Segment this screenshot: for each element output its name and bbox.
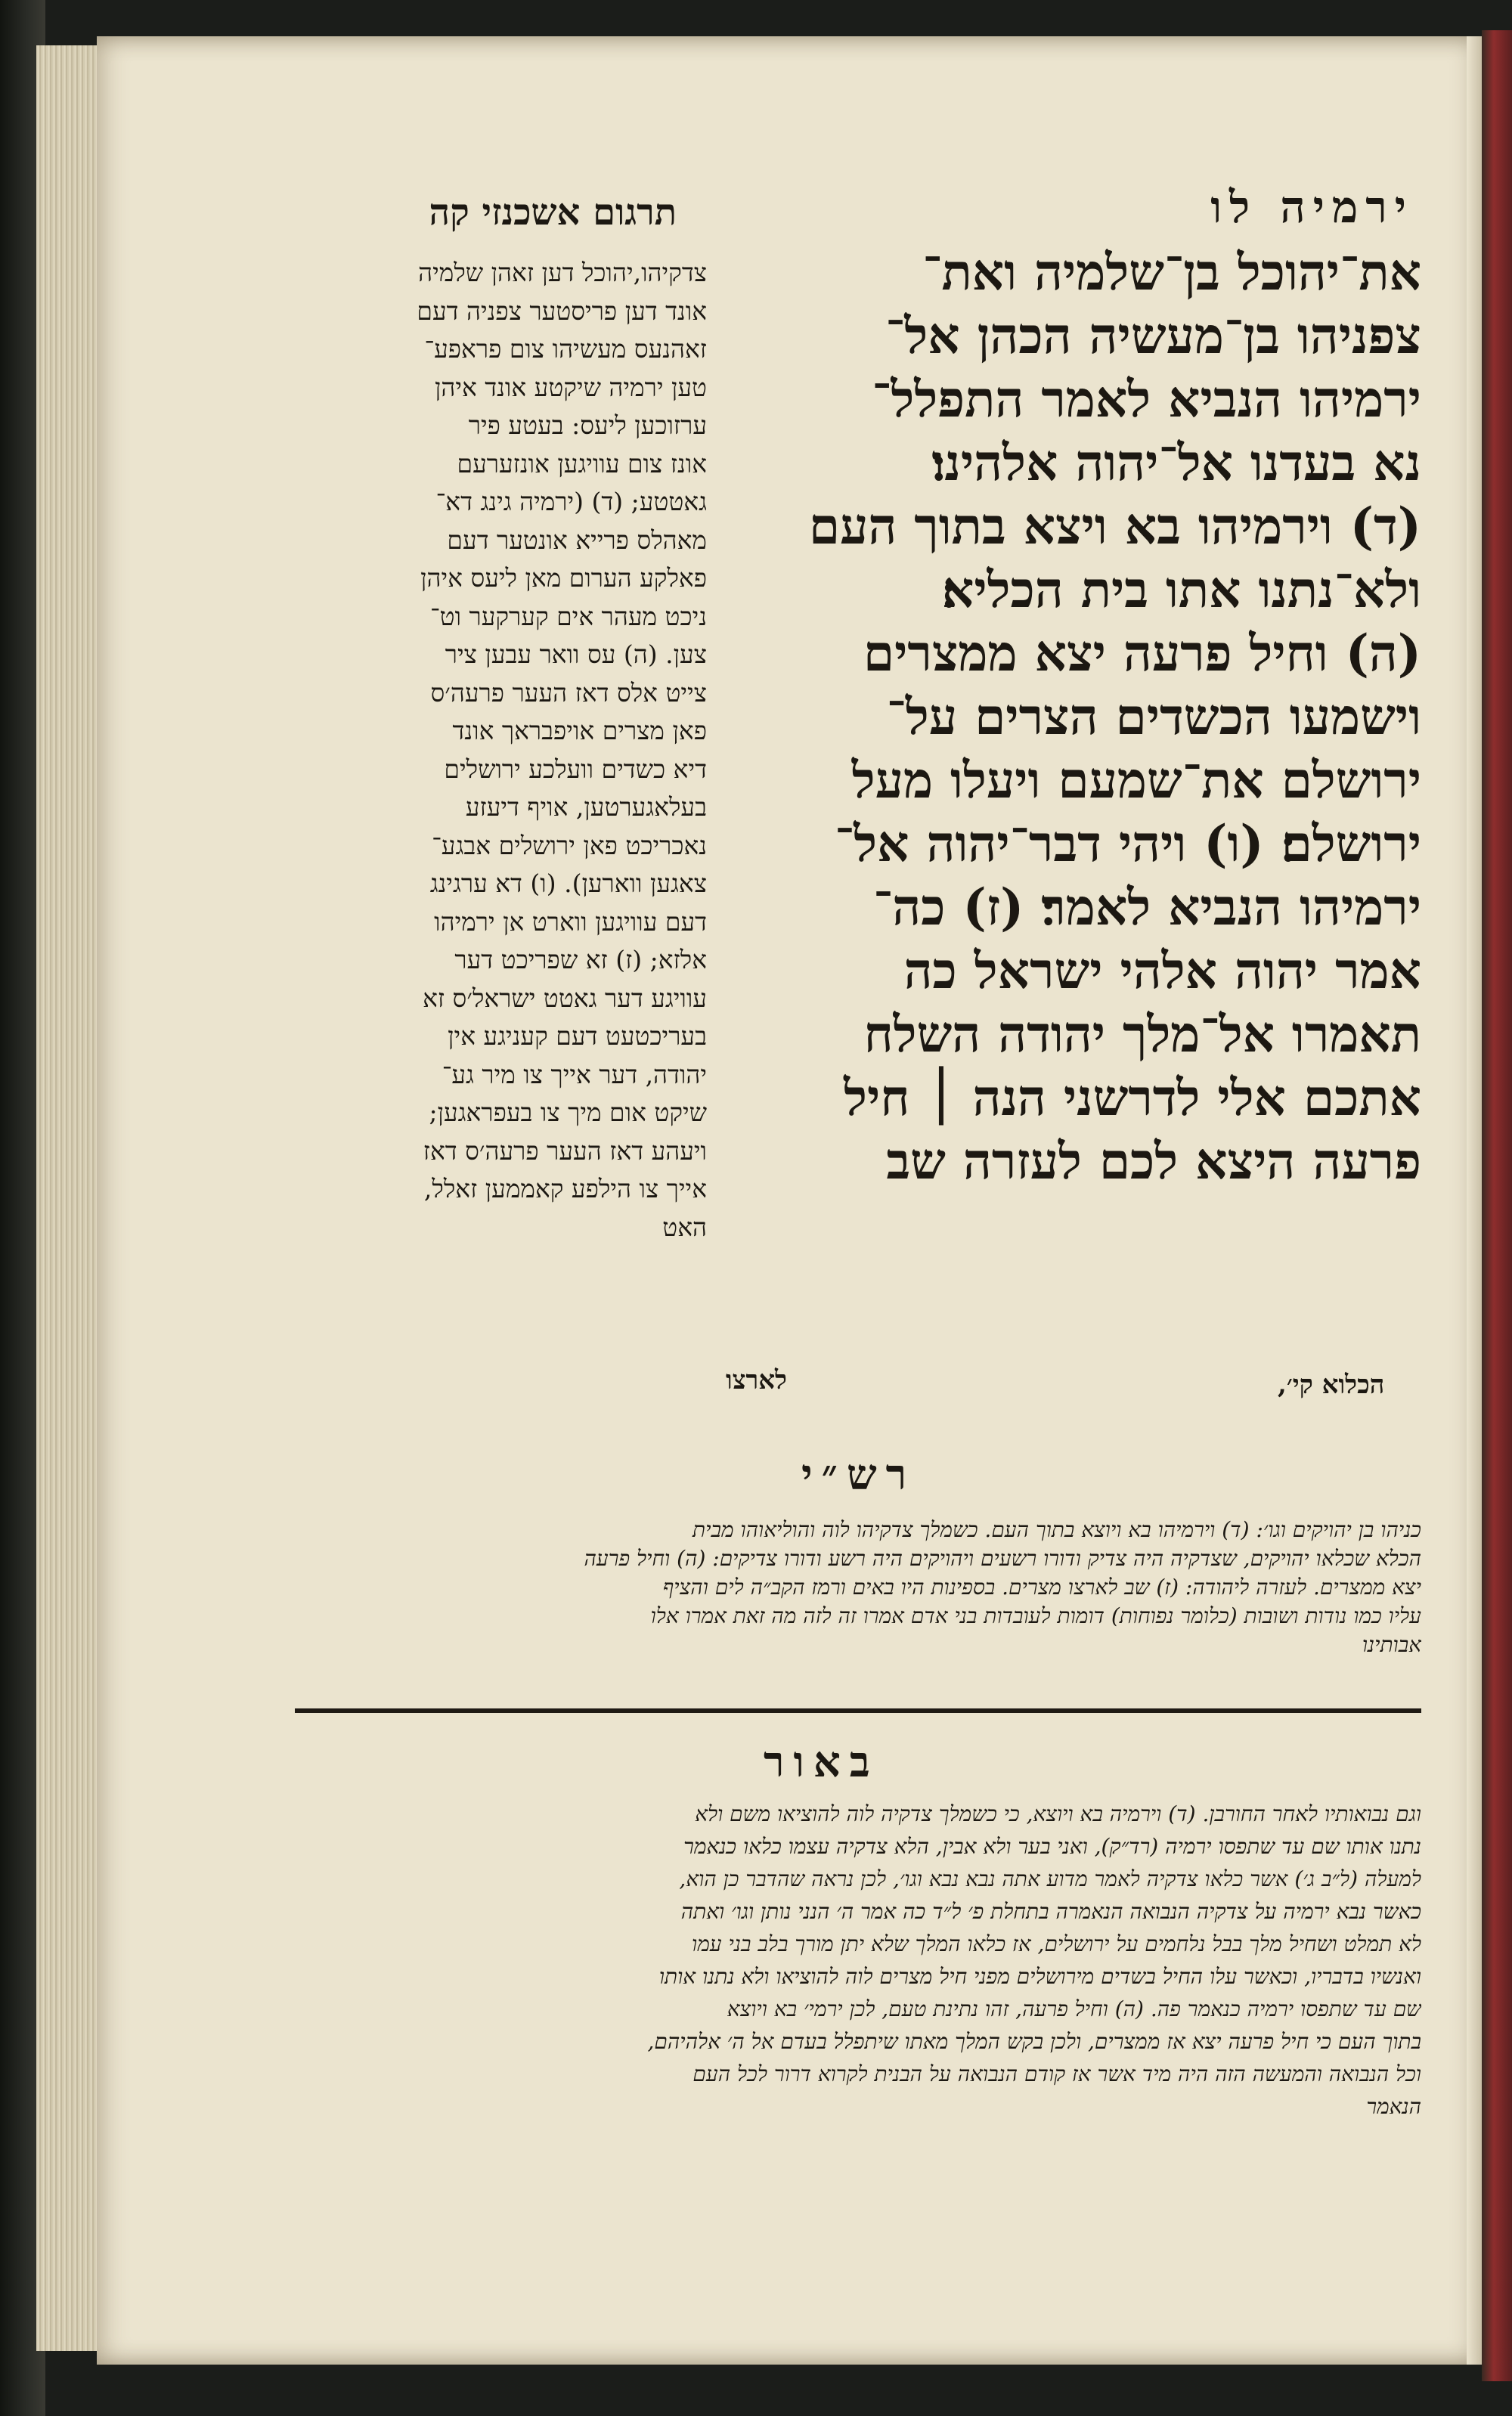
rashi-line: כניהו בן יהויקים וגו׳: (ד) וירמיהו בא ויוצא בתוך העם. כשמלך צדקיהו לוה והוליאוהו מבית — [692, 1517, 1421, 1542]
biur-line: וכל הנבואה והמעשה הזה היה מיד אשר אז קודם הנבואה על הבנית לקרוא דרור לכל העם — [692, 2061, 1421, 2086]
main-text-line: אתכם אלי לדרשני הנה ׀ חיל — [844, 1068, 1421, 1127]
translation-line: גאטטע; (ד) (ירמיה גינג דא־ — [435, 487, 707, 516]
translation-line: אלזא; (ז) זא שפריכט דער — [454, 945, 707, 974]
translation-line: פאן מצרים אויפבראך אונד — [452, 716, 707, 745]
main-text-line: ירושלם׃ (ו) ויהי דבר־יהוה אל־ — [835, 814, 1421, 873]
page-edges — [36, 45, 103, 2351]
translation-line: צדקיהו,יהוכל דען זאהן שלמיה — [418, 258, 707, 287]
biur-line: וגם נבואותיו לאחר החורבן. (ד) וירמיה בא ויוצא, כי כשמלך צדקיה לוה להוציאו משם ולא — [695, 1801, 1421, 1826]
rashi-header: רש״י — [801, 1450, 916, 1500]
translation-line: מאהלס פרייא אונטער דעם — [447, 525, 707, 555]
main-text-line: ירושלם את־שמעם ויעלו מעל — [851, 751, 1421, 810]
catchword-left: הכלוא קי׳, — [1278, 1370, 1385, 1400]
translation-line: עוויגע דער גאטט ישראל׳ס זא — [423, 983, 707, 1013]
catchword-right: לארצו — [726, 1365, 787, 1395]
biur-line: נתנו אותו שם עד שתפסו ירמיה (רד״ק), ואני בער ולא אבין, הלא צדקיה עצמו כלאו כנאמר — [683, 1834, 1421, 1859]
main-text-line: ולא־נתנו אתו בית הכליא׃ — [941, 560, 1421, 619]
main-text-line: (ה) וחיל פרעה יצא ממצרים — [863, 624, 1421, 683]
rashi-commentary — [295, 1516, 1421, 1659]
main-text-line: תאמרו אל־מלך יהודה השלח — [863, 1005, 1421, 1064]
rashi-line: אבותינו — [1362, 1632, 1421, 1657]
translation-line: האט — [662, 1212, 707, 1242]
translation-line: נאכריכט פאן ירושלים אבגע־ — [432, 830, 707, 860]
main-text-line: ירמיהו הנביא לאמר התפלל־ — [872, 370, 1421, 429]
biur-header: באור — [764, 1737, 879, 1787]
main-text-line: (ד) וירמיהו בא ויצא בתוך העם — [808, 497, 1421, 556]
translation-line: ניכט מעהר אים קערקער וט־ — [430, 601, 707, 631]
biur-line: למעלה (ל״ב ג׳) אשר כלאו צדקיה לאמר מדוע אתה נבא נבא וגו׳, לכן נראה שהדבר כן הוא, — [679, 1866, 1421, 1891]
translation-line: דיא כשדים וועלכע ירושלים — [444, 754, 707, 784]
translation-line: בעלאגערטען, אויף דיעזע — [465, 792, 707, 822]
translation-line: בעריכטעט דעם קעניגע אין — [448, 1021, 707, 1051]
translation-line: פאלקע הערום מאן ליעס איהן — [420, 563, 707, 593]
translation-line: דעם עוויגען ווארט אן ירמיהו — [434, 906, 707, 937]
translation-line: אונד דען פריסטער צפניה דעם — [417, 296, 707, 326]
translation-line: אונז צום עוויגען אונזערעם — [457, 448, 707, 479]
main-text-line: פרעה היצא לכם לעזרה שב — [886, 1132, 1421, 1191]
translation-line: צאגען ווארען). (ו) דא ערגינג — [429, 869, 707, 898]
main-text-line: את־יהוכל בן־שלמיה ואת־ — [922, 243, 1421, 302]
translation-line: צייט אלס דאז העער פרעה׳ס — [430, 677, 707, 708]
translation-line: צען. (ה) עס וואר עבען ציר — [445, 640, 707, 669]
rashi-line: עליו כמו נודות ושובות (כלומר נפוחות) דומות לעובדות בני אדם אמרו זה לזה מה זאת אמרו אלו — [650, 1603, 1421, 1628]
biur-commentary — [295, 1798, 1421, 2123]
main-text-line: אמר יהוה אלהי ישראל כה — [903, 941, 1421, 1000]
biur-line: בתוך העם כי חיל פרעה יצא אז ממצרים, ולכן בקש המלך מאתו שיתפלל בעדם אל ה׳ אלהיהם, — [647, 2029, 1421, 2054]
biur-line: לא תמלט ושחיל מלך בבל נלחמים על ירושלים, אז כלאו המלך שלא יתן מורך בלב בני עמו — [692, 1931, 1421, 1956]
section-divider — [295, 1708, 1421, 1713]
facing-page-edge — [1482, 30, 1512, 2381]
translation-text — [299, 254, 707, 1247]
biur-line: כאשר נבא ירמיה על צדקיה הנבואה הנאמרה בתחלת פ׳ ל״ד כה אמר ה׳ הנני נותן וגו׳ ואתה — [680, 1899, 1421, 1924]
main-text-line: צפניהו בן־מעשיה הכהן אל־ — [885, 306, 1421, 365]
biur-line: הנאמר — [1366, 2094, 1421, 2119]
main-text-line: וישמעו הכשדים הצרים על־ — [886, 687, 1421, 746]
rashi-line: יצא ממצרים. לעזרה ליהודה: (ז) שב לארצו מצרים. בספינות היו באים ורמז הקב״ה לים והציף — [662, 1575, 1421, 1600]
main-hebrew-text — [703, 240, 1421, 1193]
translation-line: זאהנעס מעשיהו צום פראפע־ — [424, 334, 707, 364]
translation-line: טען ירמיה שיקטע אונד איהן — [434, 372, 707, 402]
biur-line: ואנשיו בדבריו, וכאשר עלו החיל בשדים מירושלים מפני חיל מצרים לוה להוציאו ולא נתנו אותו — [658, 1964, 1421, 1989]
biur-line: שם עד שתפסו ירמיה כנאמר פה. (ה) וחיל פרעה, זהו נתינת טעם, לכן ירמי׳ בא ויוצא — [727, 1996, 1421, 2021]
main-text-header: ירמיה לו — [1210, 181, 1414, 233]
main-text-line: ירמיהו הנביא לאמר׃ (ז) כה־ — [873, 878, 1421, 937]
translation-line: ויעהע דאז העער פרעה׳ס דאז — [423, 1135, 707, 1166]
translation-header: תרגום אשכנזי קה — [429, 191, 677, 234]
rashi-line: הכלא שכלאו יהויקים, שצדקיה היה צדיק ודורו רשעים ויהויקים היה רשע ודורו צדיקים: (ה) וחיל פרעה — [584, 1546, 1421, 1571]
translation-line: יהודה, דער אייך צו מיר גע־ — [442, 1059, 707, 1089]
translation-line: שיקט אום מיך צו בעפראגען; — [429, 1098, 707, 1127]
translation-line: ערזוכען ליעס: בעטע פיר — [468, 410, 707, 440]
main-text-line: נא בעדנו אל־יהוה אלהינו׃ — [931, 433, 1421, 492]
translation-line: אייך צו הילפע קאממען זאלל, — [423, 1174, 707, 1203]
